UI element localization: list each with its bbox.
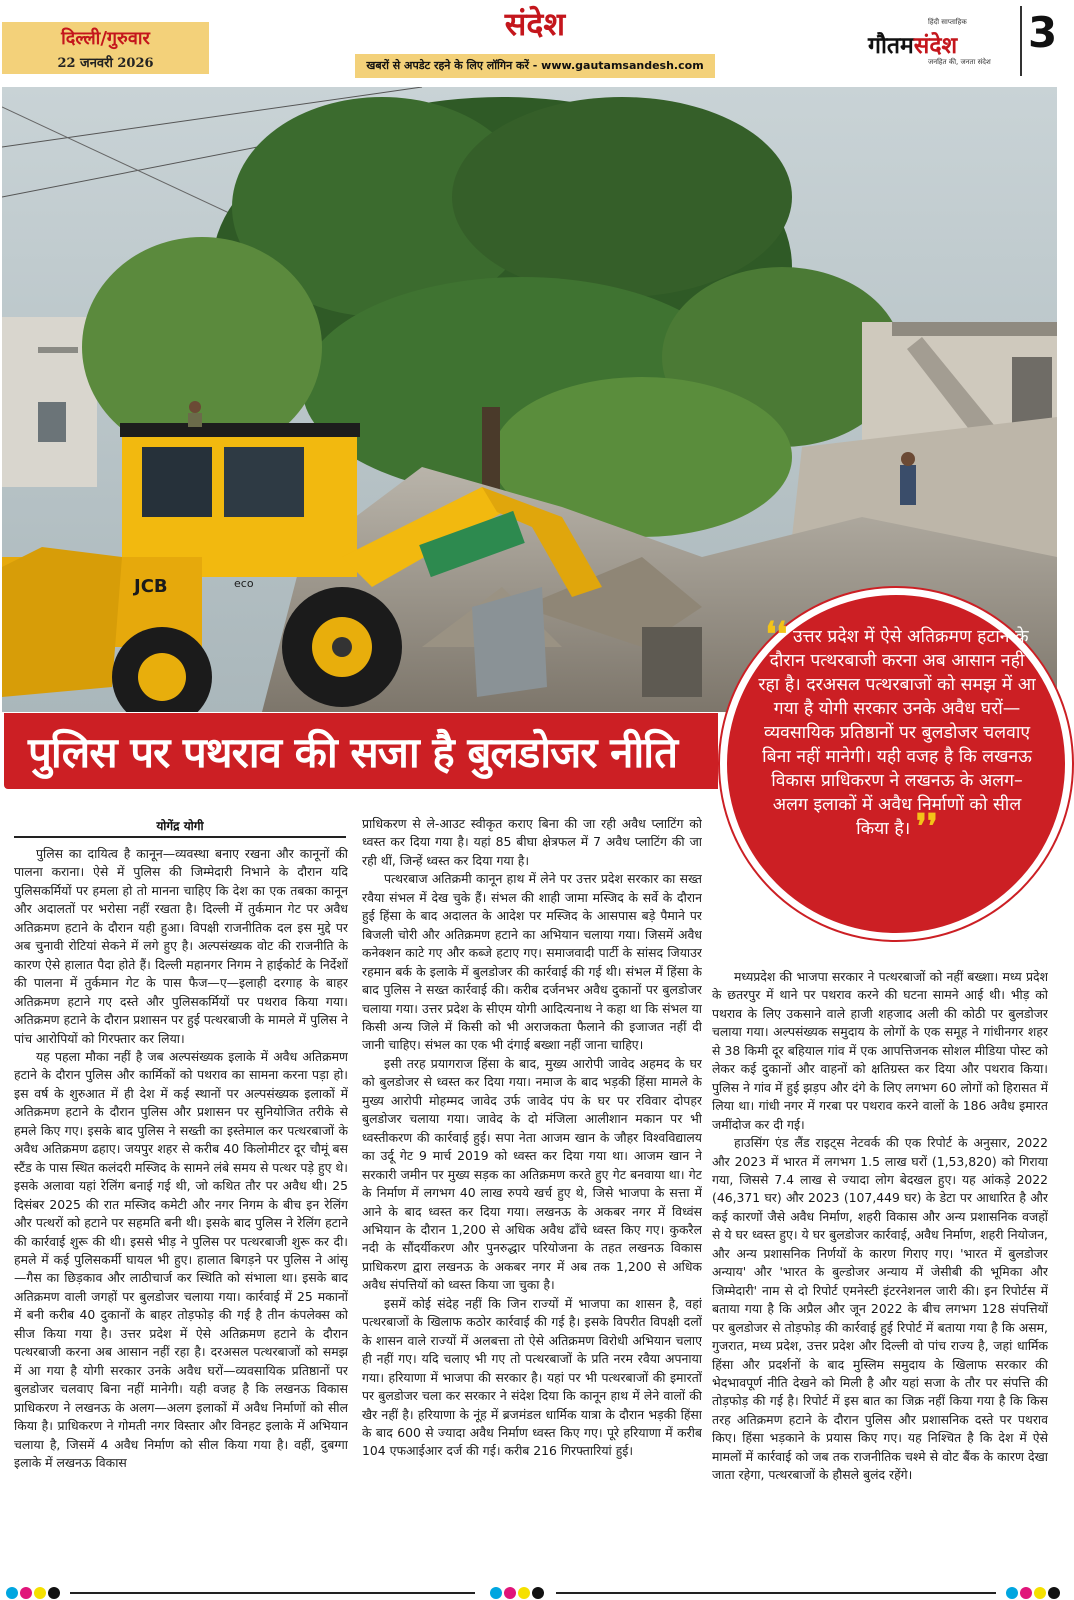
cyan-dot-icon: [1006, 1587, 1018, 1599]
cyan-dot-icon: [6, 1587, 18, 1599]
article-column-2: [362, 815, 702, 1582]
paragraph: मध्यप्रदेश की भाजपा सरकार ने पत्थरबाजों को नहीं बख्शा। मध्य प्रदेश के छतरपुर में थाने पर पथराव करने की घटना सामने आई थी। भीड़ को पथराव के लिए उकसाने वाले हाजी शहजाद अली की कोठी पर बुलडोजर चलाया गया। अल्पसंख्यक समुदाय के लोगों के एक समूह ने गांधीनगर शहर से 38 किमी दूर बहियाल गांव में एक आपत्तिजनक सोशल मीडिया पोस्ट को लेकर कई दुकानों और वाहनों को क्षतिग्रस्त कर दिया और पथराव किया। पुलिस ने गांव में हुई झड़प और दंगे के लिए लगभग 60 लोगों को हिरासत में लिया था। गांधी नगर में गरबा पर पथराव करने वालों के 186 अवैध इमारत जमींदोज कर दी गई।: [712, 969, 1048, 1132]
headline-banner: [4, 713, 718, 789]
jcb-logo-text: JCB: [134, 576, 168, 597]
byline: योगेंद्र योगी: [14, 817, 346, 838]
masthead-logo: [868, 16, 1008, 68]
paragraph: इसमें कोई संदेह नहीं कि जिन राज्यों में भाजपा का शासन है, वहां पत्थरबाजों के खिलाफ कठोर कार्रवाई की गई है। इसके विपरीत विपक्षी दलों के शासन वाले राज्यों में अलबत्ता तो ऐसे अतिक्रमण विरोधी अभियान चलाए ही नहीं गए। यदि चलाए भी गए तो पत्थरबाजों के प्रति नरम रवैया अपनाया गया। हरियाणा में भाजपा की सरकार है। यहां पर भी पत्थरबाजों की इमारतों पर बुलडोजर चला कर सरकार ने संदेश दिया कि कानून हाथ में लेने वालों की खैर नहीं है। हरियाणा के नूंह में ब्रजमंडल धार्मिक यात्रा के दौरान भड़की हिंसा के बाद 600 से ज्यादा अवैध निर्माण ध्वस्त किए गए। पूरे हरियाणा में करीब 104 एफआईआर दर्ज की गई। करीब 216 गिरफ्तारियां हुई।: [362, 1295, 702, 1459]
yellow-dot-icon: [1034, 1587, 1046, 1599]
magenta-dot-icon: [20, 1587, 32, 1599]
magenta-dot-icon: [504, 1587, 516, 1599]
brand-name-red: संदेश: [913, 32, 958, 59]
black-dot-icon: [1048, 1587, 1060, 1599]
footer-rule: [556, 1592, 996, 1594]
paragraph: इसी तरह प्रयागराज हिंसा के बाद, मुख्य आरोपी जावेद अहमद के घर को बुलडोजर से ध्वस्त कर दिया गया। नमाज के बाद भड़की हिंसा मामले के मुख्य आरोपी मोहम्मद जावेद उर्फ जावेद पंप के घर पर रविवार दोपहर बुलडोजर चलाया गया। जावेद के दो मंजिला आलीशान मकान पर भी ध्वस्तीकरण की कार्रवाई हुई। सपा नेता आजम खान के जौहर विश्वविद्यालय का उर्दू गेट 9 मार्च 2019 को ध्वस्त कर दिया गया था। आजम खान ने सरकारी जमीन पर मुख्य सड़क का अतिक्रमण करते हुए गेट बनवाया था। गेट के निर्माण में लगभग 40 लाख रुपये खर्च हुए थे, जिसे भाजपा के सत्ता में आने के बाद ध्वस्त कर दिया गया। लखनऊ के अकबर नगर में विध्वंस अभियान के दौरान 1,200 से अधिक अवैध ढाँचे ध्वस्त किए गए। कुकरैल नदी के सौंदर्यीकरण और पुनरुद्धार परियोजना के तहत लखनऊ विकास प्राधिकरण द्वारा लखनऊ के अकबर नगर में अब तक 1,200 से अधिक अवैध संपत्तियों को ध्वस्त किया जा चुका है।: [362, 1055, 702, 1293]
dateline: [2, 22, 209, 74]
section-word: संदेश: [504, 5, 566, 43]
pullquote-text: उत्तर प्रदेश में ऐसे अतिक्रमण हटाने के दौरान पत्थरबाजी करना अब आसान नहीं रहा है। दरअसल पत्थरबाजों को समझ में आ गया है योगी सरकार उनके अवैध घरों—व्यवसायिक प्रतिष्ठानों पर बुलडोजर चलवाए बिना नहीं मानेगी। यही वजह है कि लखनऊ विकास प्राधिकरण ने लखनऊ के अलग–अलग इलाकों में अवैध निर्माणों को सील किया है।: [758, 627, 1036, 839]
cyan-dot-icon: [490, 1587, 502, 1599]
footer-rule: [70, 1592, 475, 1594]
paragraph: प्राधिकरण से ले-आउट स्वीकृत कराए बिना की जा रही अवैध प्लाटिंग को ध्वस्त कर दिया गया है। यहां 85 बीघा क्षेत्रफल में 7 अवैध प्लाटिंग की जा रही थीं, जिन्हें ध्वस्त कर दिया गया है।: [362, 816, 702, 868]
page-number: 3: [1028, 8, 1058, 57]
black-dot-icon: [532, 1587, 544, 1599]
brand-tagline: हिंदी साप्ताहिक: [928, 18, 967, 26]
issue-date: 22 जनवरी 2026: [57, 56, 154, 71]
article-column-1: [14, 845, 348, 1582]
update-strip: खबरों से अपडेट रहने के लिए लॉगिन करें - www.gautamsandesh.com: [355, 54, 715, 78]
paragraph: हाउसिंग एंड लैंड राइट्स नेटवर्क की एक रिपोर्ट के अनुसार, 2022 और 2023 में भारत में लगभग 1.5 लाख घरों (1,53,820) को गिराया गया, जिससे 7.4 लाख से ज्यादा लोग बेदखल हुए। यह आंकड़े 2022 (46,371 घर) और 2023 (107,449 घर) के डेटा पर आधारित है और कई कारणों जैसे अवैध निर्माण, शहरी विकास और अन्य प्रशासनिक वजहों से ये घर ध्वस्त हुए। ये घर बुलडोजर कार्रवाई, अवैध निर्माण, शहरी नियोजन, और अन्य प्रशासनिक निर्णयों के कारण गिराए गए। 'भारत में बुलडोजर अन्याय' और 'भारत के बुल्डोजर अन्याय में जेसीबी की भूमिका और जिम्मेदारी' नाम से दो रिपोर्ट एमनेस्टी इंटरनेशनल जारी की। इन रिपोर्टस में बताया गया है कि अप्रैल और जून 2022 के बीच लगभग 128 संपत्तियों पर बुलडोजर से तोड़फोड़ की कार्रवाई हुई रिपोर्ट में बताया गया है कि असम, गुजरात, मध्य प्रदेश, उत्तर प्रदेश और दिल्ली वो पांच राज्य है, जहां धार्मिक हिंसा और प्रदर्शनों के बाद मुस्लिम समुदाय के खिलाफ सरकार की भेदभावपूर्ण नीति देखने को मिली है और यहां सजा के तौर पर संपत्ति की तोड़फोड़ की गई है। रिपोर्ट में इस बात का जिक्र नहीं किया गया है कि किस तरह अतिक्रमण हटाने के दौरान पुलिस और प्रशासनिक दस्ते पर पथराव किए। हिंसा भड़काने के प्रयास किए गए। यह निश्चित है कि देश में ऐसे मामलों में कार्रवाई को जब तक राजनीतिक चश्मे से वोट बैंक के कारण देखा जाता रहेगा, पत्थरबाजों के हौसले बुलंद रहेंगे।: [712, 1135, 1048, 1483]
page-header: [0, 0, 1074, 86]
close-quote-icon: ❜❜: [915, 807, 938, 847]
article-headline: पुलिस पर पथराव की सजा है बुलडोजर नीति: [28, 728, 678, 777]
brand-name-black: गौतम: [868, 32, 914, 59]
city-day: दिल्ली/गुरुवार: [61, 28, 150, 49]
yellow-dot-icon: [34, 1587, 46, 1599]
black-dot-icon: [48, 1587, 60, 1599]
brand-name: [868, 28, 957, 60]
paragraph: पुलिस का दायित्व है कानून—व्यवस्था बनाए रखना और कानूनों की पालना कराना। ऐसे में पुलिस की जिम्मेदारी निभाने के दौरान यदि पुलिसकर्मियों पर हमला हो तो मानना चाहिए कि देश का एक तबका कानून और अदालतों पर भरोसा नहीं रखता है। दिल्ली में तुर्कमान गेट पर अवैध अतिक्रमण हटाने के दौरान यही हुआ। विपक्षी राजनीतिक दल इस मुद्दे पर अब चुनावी रोटियां सेकने में लगे हुए है। अल्पसंख्यक वोट की राजनीति के कारण ऐसे हालात पैदा होते हैं। दिल्ली महानगर निगम ने हाईकोर्ट के निर्देशों की पालना में तुर्कमान गेट के पास फैज—ए—इलाही दरगाह के बाहर अतिक्रमण हटाने गए दस्ते और पुलिसकर्मियों पर पथराव किया गया। अतिक्रमण हटाने के दौरान प्रशासन पर हुई पत्थरबाजी के मामले में पुलिस ने पांच आरोपियों को गिरफ्तार कर लिया।: [14, 846, 348, 1046]
article-column-3: [712, 968, 1048, 1582]
paragraph: पत्थरबाज अतिक्रमी कानून हाथ में लेने पर उत्तर प्रदेश सरकार का सख्त रवैया संभल में देख चुके हैं। संभल की शाही जामा मस्जिद के सर्वे के दौरान हुई हिंसा के बाद अदालत के आदेश पर मस्जिद के आसपास बड़े पैमाने पर बिजली चोरी और अतिक्रमण हटाने का अभियान चलाया गया। जिसमें अवैध कनेक्शन काटे गए और कब्जे हटाए गए। समाजवादी पार्टी के सांसद जियाउर रहमान बर्क के इलाके में बुलडोजर की कार्रवाई की गई थी। संभल में हिंसा के बाद पुलिस ने सख्त कार्रवाई की। करीब दर्जनभर अवैध दुकानों पर बुलडोजर चलाया गया। उत्तर प्रदेश के सीएम योगी आदित्यनाथ ने कहा था कि संभल या किसी अन्य जिले में किसी को भी अराजकता फैलाने की इजाजत नहीं दी जानी चाहिए। संभल का एक भी दंगाई बख्शा नहीं जाना चाहिए।: [362, 871, 702, 1053]
print-registration-strip: [0, 1586, 1074, 1600]
eco-badge-text: eco: [234, 577, 254, 590]
open-quote-icon: ❛❛: [765, 615, 788, 655]
yellow-dot-icon: [518, 1587, 530, 1599]
section-title: [355, 4, 715, 44]
pullquote: [757, 615, 1037, 847]
magenta-dot-icon: [1020, 1587, 1032, 1599]
pullquote-circle: [720, 588, 1072, 940]
paragraph: यह पहला मौका नहीं है जब अल्पसंख्यक इलाके में अवैध अतिक्रमण हटाने के दौरान पुलिस और कार्मिकों को पथराव का सामना करना पड़ा हो। इस वर्ष के शुरुआत में ही देश में कई स्थानों पर अल्पसंख्यक इलाकों में अतिक्रमण हटाने के दौरान पुलिस और प्रशासन पर सुनियोजित तरीके से हमले किए गए। इसके बाद पुलिस ने सख्ती का इस्तेमाल कर पत्थरबाजों के अवैध अतिक्रमण ढहाए। जयपुर शहर से करीब 40 किलोमीटर दूर चौमूं बस स्टैंड के पास स्थित कलंदरी मस्जिद के सामने लंबे समय से पत्थर पड़े हुए थे। इसके अलावा यहां रेलिंग बनाई गई थी, जो कथित तौर पर अवैध थी। 25 दिसंबर 2025 की रात मस्जिद कमेटी और नगर निगम के बीच इन रेलिंग और पत्थरों को हटाने पर सहमति बनी थी। इसके बाद पुलिस ने रेलिंग हटाने की कार्रवाई शुरू की थी। इससे भीड़ ने पुलिस पर पत्थरबाजी शुरू कर दी। हमले में कई पुलिसकर्मी घायल भी हुए। हालात बिगड़ने पर पुलिस ने आंसू—गैस का छिड़काव और लाठीचार्ज कर स्थिति को संभाला था। इसके बाद अतिक्रमण वाली जगहों पर बुलडोजर चलाया गया। कार्रवाई में 25 मकानों में बनी करीब 40 दुकानों के बाहर तोड़फोड़ की गई है तीन कंपलेक्स को सीज किया गया है। उत्तर प्रदेश में ऐसे अतिक्रमण हटाने के दौरान पत्थरबाजी करना अब आसान नहीं रहा है। दरअसल पत्थरबाजों को समझ में आ गया है योगी सरकार उनके अवैध घरों—व्यवसायिक प्रतिष्ठानों पर बुलडोजर चलवाए बिना नहीं मानेगी। यही वजह है कि लखनऊ विकास प्राधिकरण ने लखनऊ के अलग—अलग इलाकों में अवैध निर्माणों को सील किया है। प्राधिकरण ने गोमती नगर विस्तार और विनहट इलाके में अभियान चलाया है, जिसमें 4 अवैध निर्माण को सील किया गया है। वहीं, दुबग्गा इलाके में लखनऊ विकास: [14, 1048, 348, 1470]
brand-sub: जनहित की, जनता संदेश: [928, 58, 991, 66]
header-divider: [1020, 6, 1022, 76]
